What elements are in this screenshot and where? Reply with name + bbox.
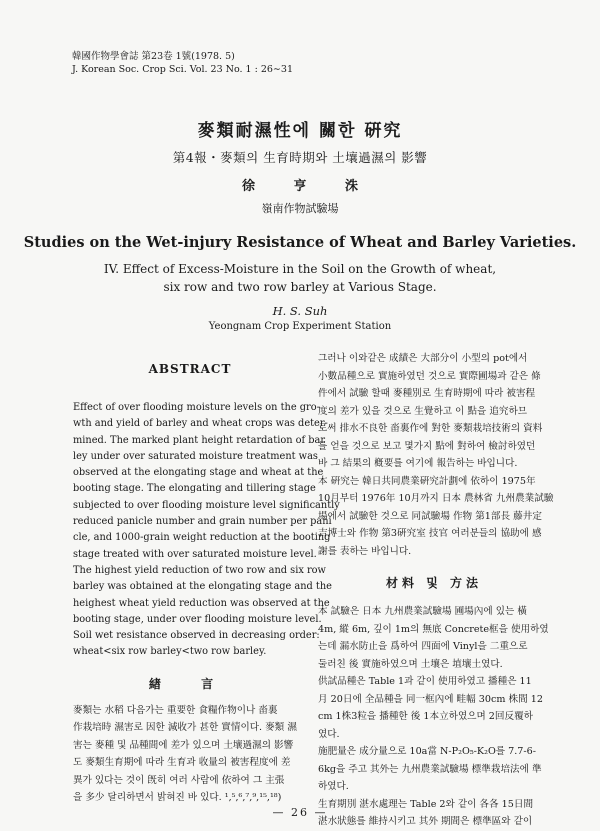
subtitle-english-line: IV. Effect of Excess-Moisture in the Soil on the Growth of wheat, bbox=[103, 262, 497, 276]
introduction-continued bbox=[318, 350, 554, 560]
abstract-line: barley was obtained at the elongating stage and the bbox=[73, 581, 332, 593]
methods-line: 月 20日에 全品種을 同一框內에 畦幅 30cm 株間 12 bbox=[318, 693, 543, 705]
abstract-line: Effect of over flooding moisture levels on the gro- bbox=[73, 402, 320, 413]
abstract-line: heighest wheat yield reduction was observed at the bbox=[73, 597, 330, 609]
title-korean: 麥類耐濕性에 關한 硏究 bbox=[197, 121, 403, 141]
title-english: Studies on the Wet-injury Resistance of Wheat and Barley Varieties. bbox=[23, 234, 577, 251]
methods-line: 生育期別 湛水處理는 Table 2와 같이 各各 15日間 bbox=[318, 798, 534, 810]
abstract-line: subjected to over flooding moisture level significantly bbox=[73, 499, 340, 511]
abstract-line: mined. The marked plant height retardation of bar bbox=[73, 434, 326, 446]
introduction-line: 을 多少 달리하면서 밝혀진 바 있다. ¹,⁵,⁶,⁷,⁹,¹⁵,¹⁸) bbox=[73, 792, 282, 804]
abstract-line: booting stage. The elongating and tillering stage bbox=[73, 483, 316, 495]
affiliation-english: Yeongnam Crop Experiment Station bbox=[208, 321, 392, 332]
body-line: 를 얻을 것으로 보고 몇가지 點에 對하여 檢討하였던 bbox=[318, 440, 536, 452]
introduction-body bbox=[73, 702, 307, 807]
introduction-line: 害는 麥種 및 品種間에 差가 있으며 土壤過濕의 影響 bbox=[73, 739, 294, 751]
body-line: 그러나 이와같은 成績은 大部分이 小型의 pot에서 bbox=[318, 353, 528, 364]
body-line: 場에서 試驗한 것으로 同試驗場 作物 第1部長 藤井定 bbox=[318, 510, 542, 522]
subtitle-english-line: six row and two row barley at Various Stage. bbox=[163, 280, 437, 294]
author-english: H. S. Suh bbox=[272, 304, 328, 318]
abstract-line: wheat<six row barley<two row barley. bbox=[73, 646, 267, 658]
body-line: 件에서 試驗 할때 麥種別로 生育時期에 따라 被害程 bbox=[318, 388, 536, 399]
abstract-line: stage treated with over saturated moisture level. bbox=[73, 548, 317, 560]
abstract-heading: ABSTRACT bbox=[148, 362, 232, 376]
body-line: 바 그 結果의 槪要를 여기에 報告하는 바입니다. bbox=[318, 458, 518, 469]
body-line: 本 硏究는 韓日共同農業硏究計劃에 依하이 1975年 bbox=[318, 475, 536, 487]
methods-line: 4m, 縱 6m, 깊이 1m의 無底 Concrete框을 使用하였 bbox=[318, 623, 549, 635]
page-number: — 26 — bbox=[272, 806, 328, 819]
abstract-line: ley under over saturated moisture treatment was bbox=[73, 450, 318, 462]
author-korean: 徐 亨 洙 bbox=[241, 179, 359, 194]
body-line: 10月부터 1976年 10月까지 日本 農林省 九州農業試驗 bbox=[318, 493, 554, 504]
abstract-line: Soil wet resistance observed in decreasing order: bbox=[73, 630, 320, 642]
methods-line: 供試品種은 Table 1과 같이 使用하였고 播種은 11 bbox=[318, 676, 532, 687]
right-column bbox=[318, 350, 554, 831]
materials-methods-heading: 材料 및 方法 bbox=[386, 576, 482, 590]
subtitle-english bbox=[0, 260, 600, 296]
body-line: 吉博士와 作物 第3硏究室 技官 여러분들의 協助에 感 bbox=[318, 528, 542, 539]
abstract-line: booting stage, under over flooding moisture level. bbox=[73, 613, 322, 625]
journal-citation-en: J. Korean Soc. Crop Sci. Vol. 23 No. 1 : 26∼31 bbox=[72, 64, 293, 75]
introduction-line: 麥類는 水稻 다음가는 重要한 食糧作物이나 畓裏 bbox=[73, 704, 278, 716]
methods-line: 였다. bbox=[318, 728, 340, 740]
body-line: 謝를 表하는 바입니다. bbox=[318, 545, 412, 557]
introduction-line: 異가 있다는 것이 旣히 여러 사람에 依하여 그 主張 bbox=[73, 774, 285, 786]
abstract-line: The highest yield reduction of two row and six row bbox=[73, 564, 326, 576]
methods-line: 本 試驗은 日本 九州農業試驗場 圃場內에 있는 橫 bbox=[318, 606, 527, 617]
methods-line: 湛水狀態를 維持시키고 其外 期間은 標準區와 같이 bbox=[318, 816, 533, 827]
abstract-line: cle, and 1000-grain weight reduction at the booting bbox=[73, 532, 331, 544]
subtitle-korean: 第4報・麥類의 生育時期와 土壤過濕의 影響 bbox=[172, 150, 428, 165]
methods-line: 하였다. bbox=[318, 781, 349, 792]
methods-line: 6kg을 주고 其外는 九州農業試驗場 標準栽培法에 準 bbox=[318, 763, 542, 775]
abstract-body bbox=[73, 400, 340, 661]
abstract-line: observed at the elongating stage and wheat at the bbox=[73, 467, 324, 479]
journal-header bbox=[72, 50, 293, 76]
body-line: 로써 排水不良한 畓裏作에 對한 麥類栽培技術의 資料 bbox=[318, 423, 543, 434]
methods-line: 施肥量은 成分量으로 10a當 N-P₂O₅-K₂O를 7.7-6- bbox=[318, 746, 536, 757]
materials-methods-body bbox=[318, 603, 550, 831]
abstract-line: reduced panicle number and grain number per pani bbox=[73, 516, 332, 528]
introduction-heading: 緖 言 bbox=[148, 676, 232, 691]
methods-line: cm 1株3粒을 播種한 後 1本立하였으며 2回反覆하 bbox=[318, 711, 533, 722]
introduction-line: 作栽培時 濕害로 因한 減收가 甚한 實情이다. 麥類 濕 bbox=[73, 722, 297, 734]
methods-line: 는데 漏水防止을 爲하여 四面에 Vinyl을 二重으로 bbox=[318, 641, 528, 652]
introduction-line: 도 麥類生育期에 따라 生育과 收量의 被害程度에 差 bbox=[73, 757, 291, 769]
body-line: 小數品種으로 實施하였던 것으로 實際圃場과 같은 條 bbox=[318, 370, 541, 382]
journal-citation-ko: 韓國作物學會誌 第23卷 1號(1978. 5) bbox=[72, 51, 235, 62]
affiliation-korean: 嶺南作物試驗場 bbox=[261, 202, 339, 215]
abstract-line: wth and yield of barley and wheat crops was deter- bbox=[73, 418, 328, 430]
body-line: 度의 差가 있을 것으로 生覺하고 이 點을 追究하므 bbox=[318, 405, 527, 417]
methods-line: 둘러친 後 實施하였으며 土壤은 埴壤土였다. bbox=[318, 658, 503, 670]
